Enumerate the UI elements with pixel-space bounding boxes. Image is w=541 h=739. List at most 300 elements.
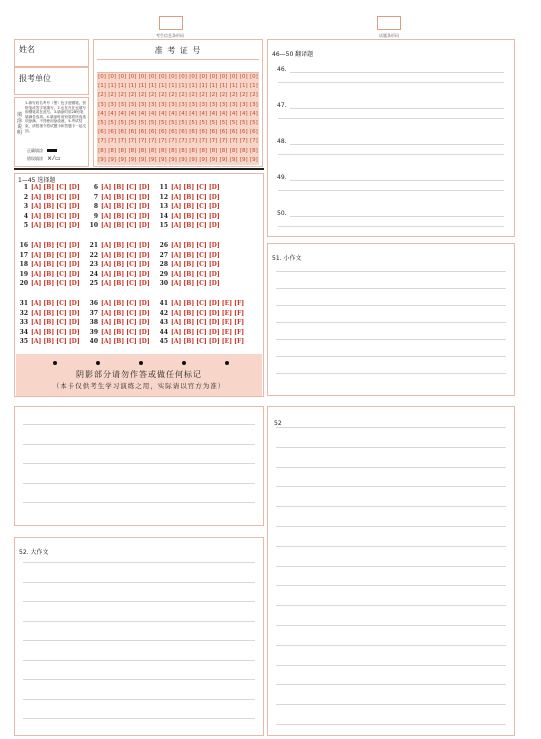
exam-id-digit-bubble[interactable]: [9] xyxy=(229,156,238,163)
answer-bubble[interactable]: [D] xyxy=(68,193,80,201)
answer-bubble[interactable]: [C] xyxy=(126,193,139,201)
exam-id-digit-bubble[interactable]: [2] xyxy=(108,92,117,99)
exam-id-digit-bubble[interactable]: [5] xyxy=(179,120,187,126)
exam-id-digit-bubble[interactable]: [6] xyxy=(118,129,127,136)
writing-line[interactable] xyxy=(276,546,506,547)
exam-id-digit-bubble[interactable]: [7] xyxy=(148,138,157,145)
answer-bubble[interactable]: [C] xyxy=(56,242,69,249)
answer-bubble[interactable]: [C] xyxy=(196,338,209,346)
exam-id-digit-bubble[interactable]: [1] xyxy=(250,83,258,90)
exam-id-digit-bubble[interactable]: [5] xyxy=(229,120,238,126)
exam-id-digit-bubble[interactable]: [8] xyxy=(148,147,157,154)
answer-bubble[interactable]: [D] xyxy=(138,319,150,327)
answer-bubble[interactable]: [C] xyxy=(56,222,69,230)
exam-id-digit-bubble[interactable]: [0] xyxy=(179,74,187,80)
exam-id-digit-bubble[interactable]: [2] xyxy=(118,92,127,99)
answer-bubble[interactable]: [D] xyxy=(68,309,80,317)
answer-bubble[interactable]: [B] xyxy=(43,203,57,211)
answer-bubble[interactable]: [D] xyxy=(138,193,150,201)
answer-bubble[interactable]: [A] xyxy=(171,261,184,269)
answer-bubble[interactable]: [A] xyxy=(171,212,184,220)
exam-id-digit-bubble[interactable]: [3] xyxy=(219,101,228,108)
answer-bubble[interactable]: [D] xyxy=(68,222,80,230)
writing-line[interactable] xyxy=(276,288,506,289)
exam-id-digit-bubble[interactable]: [8] xyxy=(118,147,127,154)
writing-line[interactable] xyxy=(276,506,506,507)
exam-id-digit-bubble[interactable]: [5] xyxy=(158,120,167,126)
exam-id-digit-bubble[interactable]: [6] xyxy=(158,129,167,136)
answer-bubble[interactable]: [B] xyxy=(113,319,127,327)
exam-id-digit-bubble[interactable]: [3] xyxy=(250,101,258,108)
exam-id-digit-bubble[interactable]: [1] xyxy=(189,83,198,90)
exam-id-digit-bubble[interactable]: [8] xyxy=(98,147,106,154)
exam-id-digit-bubble[interactable]: [4] xyxy=(108,110,117,117)
exam-id-digit-bubble[interactable]: [5] xyxy=(128,120,137,126)
exam-id-digit-bubble[interactable]: [9] xyxy=(98,156,106,163)
answer-bubble[interactable]: [B] xyxy=(113,193,127,201)
answer-bubble[interactable]: [B] xyxy=(183,222,197,230)
answer-bubble[interactable]: [D] xyxy=(68,203,80,211)
exam-id-digit-bubble[interactable]: [5] xyxy=(209,120,218,126)
answer-bubble[interactable]: [F] xyxy=(234,309,245,317)
exam-id-digit-bubble[interactable]: [0] xyxy=(189,74,198,80)
exam-id-digit-bubble[interactable]: [8] xyxy=(209,147,218,154)
answer-bubble[interactable]: [D] xyxy=(138,222,150,230)
answer-bubble[interactable]: [B] xyxy=(113,280,127,288)
answer-bubble[interactable]: [A] xyxy=(171,242,184,249)
answer-line[interactable] xyxy=(290,180,504,181)
answer-bubble[interactable]: [C] xyxy=(56,270,69,278)
answer-bubble[interactable]: [B] xyxy=(183,203,197,211)
exam-id-digit-bubble[interactable]: [7] xyxy=(219,138,228,145)
exam-id-digit-bubble[interactable]: [9] xyxy=(108,156,117,163)
answer-bubble[interactable]: [B] xyxy=(43,319,57,327)
exam-id-digit-bubble[interactable]: [5] xyxy=(169,120,177,126)
answer-bubble[interactable]: [A] xyxy=(101,319,114,327)
answer-bubble[interactable]: [A] xyxy=(31,212,44,220)
answer-bubble[interactable]: [B] xyxy=(113,300,127,307)
exam-id-digit-bubble[interactable]: [2] xyxy=(199,92,208,99)
exam-id-digit-bubble[interactable]: [6] xyxy=(148,129,157,136)
exam-id-digit-bubble[interactable]: [4] xyxy=(98,110,106,117)
answer-bubble[interactable]: [A] xyxy=(101,338,114,346)
exam-id-digit-bubble[interactable]: [5] xyxy=(118,120,127,126)
exam-id-digit-bubble[interactable]: [6] xyxy=(229,129,238,136)
answer-bubble[interactable]: [B] xyxy=(113,242,127,249)
answer-bubble[interactable]: [D] xyxy=(208,328,222,336)
exam-id-digit-bubble[interactable]: [4] xyxy=(219,110,228,117)
answer-line[interactable] xyxy=(290,216,504,217)
answer-bubble[interactable]: [B] xyxy=(43,184,57,191)
exam-id-digit-bubble[interactable]: [4] xyxy=(179,110,187,117)
answer-bubble[interactable]: [C] xyxy=(56,328,69,336)
answer-bubble[interactable]: [B] xyxy=(43,309,57,317)
exam-id-digit-bubble[interactable]: [2] xyxy=(98,92,106,99)
answer-bubble[interactable]: [A] xyxy=(171,300,184,307)
answer-bubble[interactable]: [A] xyxy=(31,242,44,249)
answer-bubble[interactable]: [D] xyxy=(138,338,150,346)
answer-bubble[interactable]: [A] xyxy=(171,184,184,191)
answer-bubble[interactable]: [C] xyxy=(126,261,139,269)
exam-id-digit-bubble[interactable]: [7] xyxy=(108,138,117,145)
exam-id-digit-bubble[interactable]: [4] xyxy=(138,110,147,117)
exam-id-digit-bubble[interactable]: [5] xyxy=(98,120,106,126)
answer-bubble[interactable]: [A] xyxy=(31,270,44,278)
answer-bubble[interactable]: [D] xyxy=(138,242,150,249)
exam-id-digit-bubble[interactable]: [4] xyxy=(199,110,208,117)
answer-bubble[interactable]: [A] xyxy=(101,309,114,317)
writing-line[interactable] xyxy=(276,684,506,685)
answer-bubble[interactable]: [A] xyxy=(171,338,184,346)
answer-bubble[interactable]: [C] xyxy=(126,251,139,259)
exam-id-digit-bubble[interactable]: [0] xyxy=(158,74,167,80)
exam-id-digit-bubble[interactable]: [1] xyxy=(138,83,147,90)
exam-id-digit-bubble[interactable]: [9] xyxy=(250,156,258,163)
exam-id-digit-bubble[interactable]: [5] xyxy=(199,120,208,126)
exam-id-digit-bubble[interactable]: [2] xyxy=(138,92,147,99)
exam-id-digit-bubble[interactable]: [4] xyxy=(239,110,248,117)
answer-bubble[interactable]: [C] xyxy=(196,251,209,259)
answer-bubble[interactable]: [C] xyxy=(56,338,69,346)
essay-52-section[interactable] xyxy=(267,406,515,736)
answer-bubble[interactable]: [A] xyxy=(31,261,44,269)
answer-line[interactable] xyxy=(278,82,504,83)
exam-id-digit-bubble[interactable]: [2] xyxy=(169,92,177,99)
answer-bubble[interactable]: [A] xyxy=(31,300,44,307)
answer-bubble[interactable]: [B] xyxy=(183,338,197,346)
answer-bubble[interactable]: [A] xyxy=(171,328,184,336)
exam-id-digit-bubble[interactable]: [3] xyxy=(118,101,127,108)
exam-id-digit-bubble[interactable]: [6] xyxy=(179,129,187,136)
answer-bubble[interactable]: [C] xyxy=(126,309,139,317)
answer-bubble[interactable]: [A] xyxy=(171,319,184,327)
answer-bubble[interactable]: [D] xyxy=(68,261,80,269)
answer-bubble[interactable]: [A] xyxy=(171,193,184,201)
writing-line[interactable] xyxy=(23,483,255,484)
answer-bubble[interactable]: [D] xyxy=(68,300,80,307)
exam-id-digit-bubble[interactable]: [8] xyxy=(199,147,208,154)
writing-line[interactable] xyxy=(276,486,506,487)
exam-id-digit-bubble[interactable]: [8] xyxy=(239,147,248,154)
exam-id-digit-bubble[interactable]: [9] xyxy=(209,156,218,163)
exam-id-digit-bubble[interactable]: [2] xyxy=(189,92,198,99)
exam-id-digit-bubble[interactable]: [7] xyxy=(179,138,187,145)
writing-line[interactable] xyxy=(23,582,255,583)
answer-bubble[interactable]: [D] xyxy=(208,319,222,327)
exam-id-digit-bubble[interactable]: [8] xyxy=(189,147,198,154)
exam-id-digit-bubble[interactable]: [8] xyxy=(108,147,117,154)
exam-id-digit-bubble[interactable]: [0] xyxy=(98,74,106,80)
exam-id-digit-bubble[interactable]: [8] xyxy=(169,147,177,154)
exam-id-digit-bubble[interactable]: [6] xyxy=(189,129,198,136)
exam-id-digit-bubble[interactable]: [7] xyxy=(189,138,198,145)
exam-id-digit-bubble[interactable]: [3] xyxy=(209,101,218,108)
writing-line[interactable] xyxy=(23,718,255,719)
answer-bubble[interactable]: [B] xyxy=(183,261,197,269)
answer-bubble[interactable]: [D] xyxy=(138,251,150,259)
writing-line[interactable] xyxy=(276,645,506,646)
answer-bubble[interactable]: [B] xyxy=(113,261,127,269)
answer-bubble[interactable]: [D] xyxy=(68,270,80,278)
exam-id-digit-bubble[interactable]: [1] xyxy=(148,83,157,90)
answer-bubble[interactable]: [C] xyxy=(126,184,139,191)
exam-id-digit-bubble[interactable]: [2] xyxy=(128,92,137,99)
writing-line[interactable] xyxy=(276,566,506,567)
writing-line[interactable] xyxy=(23,699,255,700)
exam-id-digit-bubble[interactable]: [0] xyxy=(239,74,248,80)
answer-bubble[interactable]: [A] xyxy=(31,280,44,288)
answer-bubble[interactable]: [B] xyxy=(183,309,197,317)
exam-id-digit-bubble[interactable]: [9] xyxy=(189,156,198,163)
answer-bubble[interactable]: [C] xyxy=(196,193,209,201)
answer-line[interactable] xyxy=(278,226,504,227)
answer-bubble[interactable]: [D] xyxy=(138,300,150,307)
answer-bubble[interactable]: [A] xyxy=(101,251,114,259)
writing-line[interactable] xyxy=(23,640,255,641)
exam-id-digit-bubble[interactable]: [1] xyxy=(229,83,238,90)
writing-line[interactable] xyxy=(23,679,255,680)
answer-bubble[interactable]: [D] xyxy=(68,328,80,336)
answer-bubble[interactable]: [B] xyxy=(113,338,127,346)
answer-bubble[interactable]: [D] xyxy=(208,261,220,269)
exam-id-digit-bubble[interactable]: [1] xyxy=(108,83,117,90)
unit-field[interactable] xyxy=(14,67,89,95)
answer-bubble[interactable]: [B] xyxy=(43,193,57,201)
exam-id-digit-bubble[interactable]: [2] xyxy=(209,92,218,99)
exam-id-digit-bubble[interactable]: [3] xyxy=(189,101,198,108)
answer-bubble[interactable]: [F] xyxy=(234,338,245,346)
answer-bubble[interactable]: [D] xyxy=(208,309,222,317)
answer-bubble[interactable]: [D] xyxy=(208,251,220,259)
answer-bubble[interactable]: [A] xyxy=(171,280,184,288)
writing-line[interactable] xyxy=(276,356,506,357)
exam-id-digit-bubble[interactable]: [0] xyxy=(169,74,177,80)
answer-bubble[interactable]: [B] xyxy=(183,212,197,220)
answer-bubble[interactable]: [D] xyxy=(208,184,220,191)
answer-bubble[interactable]: [D] xyxy=(208,193,220,201)
answer-bubble[interactable]: [C] xyxy=(196,261,209,269)
answer-bubble[interactable]: [C] xyxy=(56,319,69,327)
answer-bubble[interactable]: [B] xyxy=(183,251,197,259)
answer-bubble[interactable]: [D] xyxy=(208,338,222,346)
exam-id-digit-bubble[interactable]: [4] xyxy=(250,110,258,117)
exam-id-digit-bubble[interactable]: [2] xyxy=(158,92,167,99)
answer-bubble[interactable]: [A] xyxy=(31,338,44,346)
exam-id-digit-bubble[interactable]: [7] xyxy=(250,138,258,145)
answer-bubble[interactable]: [D] xyxy=(208,280,220,288)
answer-bubble[interactable]: [A] xyxy=(101,280,114,288)
exam-id-digit-bubble[interactable]: [9] xyxy=(158,156,167,163)
answer-bubble[interactable]: [D] xyxy=(138,328,150,336)
writing-line[interactable] xyxy=(276,665,506,666)
writing-line[interactable] xyxy=(23,424,255,425)
answer-bubble[interactable]: [E] xyxy=(221,328,235,336)
answer-bubble[interactable]: [A] xyxy=(101,222,114,230)
answer-bubble[interactable]: [C] xyxy=(196,280,209,288)
exam-id-digit-bubble[interactable]: [8] xyxy=(219,147,228,154)
answer-bubble[interactable]: [D] xyxy=(138,280,150,288)
writing-line[interactable] xyxy=(276,271,506,272)
answer-bubble[interactable]: [C] xyxy=(126,270,139,278)
answer-bubble[interactable]: [A] xyxy=(101,328,114,336)
answer-bubble[interactable]: [C] xyxy=(196,212,209,220)
answer-bubble[interactable]: [C] xyxy=(196,203,209,211)
writing-line[interactable] xyxy=(23,463,255,464)
exam-id-digit-bubble[interactable]: [7] xyxy=(158,138,167,145)
exam-id-digit-bubble[interactable]: [6] xyxy=(250,129,258,136)
exam-id-digit-bubble[interactable]: [1] xyxy=(209,83,218,90)
answer-bubble[interactable]: [A] xyxy=(31,319,44,327)
exam-id-digit-bubble[interactable]: [4] xyxy=(189,110,198,117)
answer-bubble[interactable]: [C] xyxy=(56,309,69,317)
exam-id-digit-bubble[interactable]: [1] xyxy=(128,83,137,90)
answer-bubble[interactable]: [B] xyxy=(43,212,57,220)
answer-bubble[interactable]: [B] xyxy=(113,270,127,278)
answer-bubble[interactable]: [C] xyxy=(196,242,209,249)
answer-bubble[interactable]: [D] xyxy=(68,184,80,191)
answer-bubble[interactable]: [A] xyxy=(171,203,184,211)
exam-id-digit-bubble[interactable]: [9] xyxy=(128,156,137,163)
exam-id-digit-bubble[interactable]: [7] xyxy=(199,138,208,145)
exam-id-digit-bubble[interactable]: [0] xyxy=(118,74,127,80)
exam-id-digit-bubble[interactable]: [3] xyxy=(169,101,177,108)
answer-line[interactable] xyxy=(278,154,504,155)
answer-bubble[interactable]: [D] xyxy=(68,242,80,249)
answer-bubble[interactable]: [E] xyxy=(221,319,235,327)
answer-bubble[interactable]: [C] xyxy=(56,261,69,269)
answer-bubble[interactable]: [B] xyxy=(43,251,57,259)
exam-id-digit-bubble[interactable]: [1] xyxy=(219,83,228,90)
exam-id-digit-bubble[interactable]: [7] xyxy=(169,138,177,145)
exam-id-digit-bubble[interactable]: [9] xyxy=(118,156,127,163)
exam-id-digit-bubble[interactable]: [1] xyxy=(239,83,248,90)
answer-bubble[interactable]: [C] xyxy=(196,328,209,336)
answer-bubble[interactable]: [A] xyxy=(101,184,114,191)
exam-id-digit-bubble[interactable]: [3] xyxy=(158,101,167,108)
writing-line[interactable] xyxy=(23,621,255,622)
answer-bubble[interactable]: [F] xyxy=(234,319,245,327)
answer-bubble[interactable]: [B] xyxy=(183,300,197,307)
answer-bubble[interactable]: [C] xyxy=(56,280,69,288)
exam-id-digit-bubble[interactable]: [0] xyxy=(199,74,208,80)
answer-bubble[interactable]: [D] xyxy=(68,251,80,259)
answer-line[interactable] xyxy=(278,190,504,191)
exam-id-digit-bubble[interactable]: [4] xyxy=(169,110,177,117)
exam-id-digit-bubble[interactable]: [7] xyxy=(229,138,238,145)
exam-id-digit-bubble[interactable]: [8] xyxy=(179,147,187,154)
answer-bubble[interactable]: [A] xyxy=(171,270,184,278)
answer-bubble[interactable]: [A] xyxy=(101,300,114,307)
exam-id-digit-bubble[interactable]: [0] xyxy=(209,74,218,80)
answer-bubble[interactable]: [B] xyxy=(183,280,197,288)
answer-bubble[interactable]: [D] xyxy=(138,203,150,211)
answer-bubble[interactable]: [B] xyxy=(183,184,197,191)
answer-bubble[interactable]: [A] xyxy=(101,242,114,249)
writing-line[interactable] xyxy=(276,339,506,340)
answer-bubble[interactable]: [A] xyxy=(31,251,44,259)
answer-bubble[interactable]: [D] xyxy=(138,212,150,220)
answer-bubble[interactable]: [A] xyxy=(31,193,44,201)
writing-line[interactable] xyxy=(276,305,506,306)
writing-line[interactable] xyxy=(23,660,255,661)
answer-line[interactable] xyxy=(290,144,504,145)
answer-bubble[interactable]: [C] xyxy=(56,251,69,259)
writing-line[interactable] xyxy=(23,562,255,563)
writing-area-left-top[interactable] xyxy=(14,406,264,526)
answer-bubble[interactable]: [B] xyxy=(113,251,127,259)
answer-bubble[interactable]: [B] xyxy=(183,328,197,336)
exam-id-digit-bubble[interactable]: [2] xyxy=(148,92,157,99)
answer-bubble[interactable]: [C] xyxy=(56,193,69,201)
answer-bubble[interactable]: [A] xyxy=(101,261,114,269)
exam-id-digit-bubble[interactable]: [0] xyxy=(148,74,157,80)
answer-bubble[interactable]: [A] xyxy=(171,251,184,259)
exam-id-digit-bubble[interactable]: [8] xyxy=(128,147,137,154)
exam-id-digit-bubble[interactable]: [1] xyxy=(158,83,167,90)
answer-bubble[interactable]: [C] xyxy=(56,212,69,220)
answer-bubble[interactable]: [D] xyxy=(68,212,80,220)
answer-bubble[interactable]: [A] xyxy=(101,193,114,201)
answer-bubble[interactable]: [B] xyxy=(113,212,127,220)
answer-bubble[interactable]: [A] xyxy=(101,203,114,211)
answer-bubble[interactable]: [A] xyxy=(31,184,44,191)
answer-bubble[interactable]: [D] xyxy=(138,261,150,269)
exam-id-digit-bubble[interactable]: [3] xyxy=(199,101,208,108)
exam-id-digit-bubble[interactable]: [7] xyxy=(118,138,127,145)
answer-bubble[interactable]: [E] xyxy=(221,300,235,307)
writing-line[interactable] xyxy=(276,724,506,725)
answer-bubble[interactable]: [C] xyxy=(126,212,139,220)
answer-bubble[interactable]: [A] xyxy=(31,309,44,317)
writing-line[interactable] xyxy=(23,601,255,602)
answer-bubble[interactable]: [A] xyxy=(171,222,184,230)
answer-line[interactable] xyxy=(290,72,504,73)
exam-id-digit-bubble[interactable]: [5] xyxy=(250,120,258,126)
exam-id-digit-bubble[interactable]: [0] xyxy=(219,74,228,80)
exam-id-digit-bubble[interactable]: [6] xyxy=(199,129,208,136)
writing-line[interactable] xyxy=(23,502,255,503)
exam-id-digit-bubble[interactable]: [9] xyxy=(169,156,177,163)
exam-id-digit-bubble[interactable]: [6] xyxy=(98,129,106,136)
exam-id-digit-bubble[interactable]: [4] xyxy=(148,110,157,117)
answer-bubble[interactable]: [C] xyxy=(196,300,209,307)
answer-bubble[interactable]: [C] xyxy=(126,338,139,346)
writing-line[interactable] xyxy=(276,373,506,374)
exam-id-digit-bubble[interactable]: [3] xyxy=(108,101,117,108)
exam-id-digit-bubble[interactable]: [0] xyxy=(108,74,117,80)
answer-bubble[interactable]: [B] xyxy=(183,193,197,201)
exam-id-digit-bubble[interactable]: [1] xyxy=(179,83,187,90)
exam-id-digit-bubble[interactable]: [6] xyxy=(138,129,147,136)
exam-id-digit-bubble[interactable]: [1] xyxy=(169,83,177,90)
answer-bubble[interactable]: [D] xyxy=(138,309,150,317)
answer-bubble[interactable]: [B] xyxy=(43,300,57,307)
exam-id-digit-bubble[interactable]: [8] xyxy=(138,147,147,154)
answer-bubble[interactable]: [C] xyxy=(196,222,209,230)
exam-id-digit-bubble[interactable]: [5] xyxy=(108,120,117,126)
exam-id-digit-grid[interactable] xyxy=(97,73,259,165)
writing-line[interactable] xyxy=(276,605,506,606)
exam-id-digit-bubble[interactable]: [9] xyxy=(219,156,228,163)
answer-bubble[interactable]: [C] xyxy=(126,203,139,211)
exam-id-digit-bubble[interactable]: [8] xyxy=(158,147,167,154)
answer-bubble[interactable]: [C] xyxy=(126,280,139,288)
exam-id-digit-bubble[interactable]: [4] xyxy=(229,110,238,117)
answer-bubble[interactable]: [D] xyxy=(208,270,220,278)
exam-id-digit-bubble[interactable]: [9] xyxy=(179,156,187,163)
writing-line[interactable] xyxy=(276,625,506,626)
answer-bubble[interactable]: [C] xyxy=(56,203,69,211)
